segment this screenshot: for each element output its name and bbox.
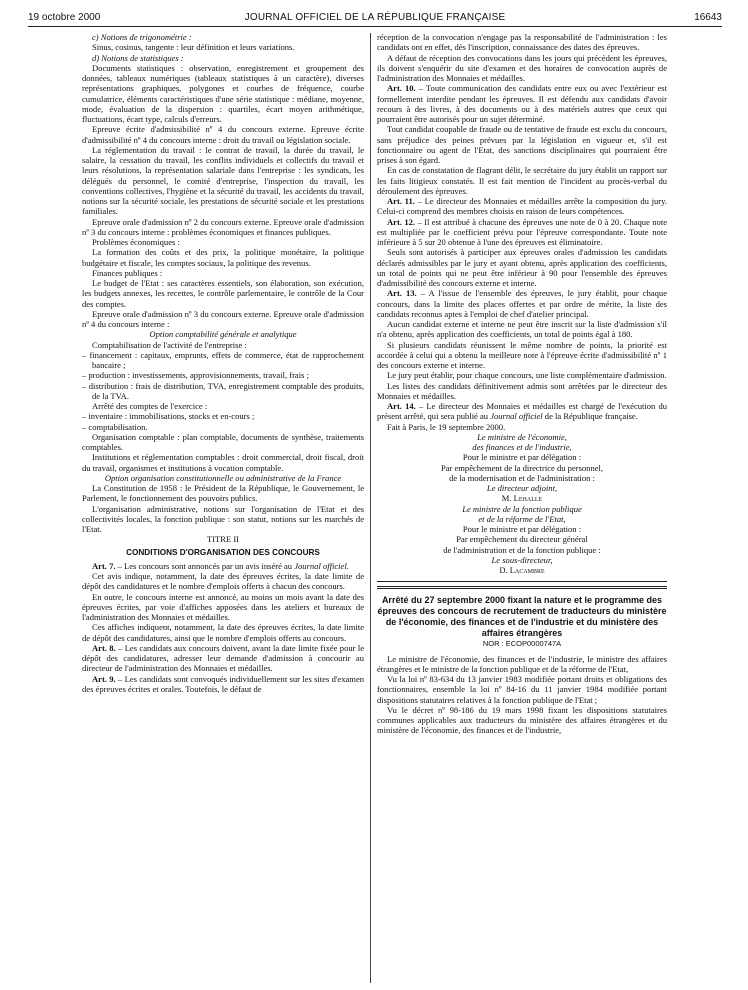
paragraph: En cas de constatation de flagrant délit, le secrétaire du jury établit un rapport sur les faits litigieux constatés. Il est fait mention de l'incident au procès-verbal du déroulement des épreuves. [377, 165, 667, 196]
paragraph: Seuls sont autorisés à participer aux épreuves orales d'admission les candidats déclarés admissibles par le jury et ayant obtenu, après application des coefficients, un total de points qui ne peut être inférieur à 90 pour l'ensemble des épreuves d'admissibilité des concours externe et interne. [377, 247, 667, 288]
signature-line: Par empêchement de la directrice du personnel, [440, 462, 604, 473]
paragraph: Aucun candidat externe et interne ne peut être inscrit sur la liste d'admission s'il n'a obtenu, après application des coefficients, un total de points égal à 180. [377, 319, 667, 340]
paragraph: d) Notions de statistiques : [92, 52, 184, 63]
signatory-title: et de la réforme de l'Etat, [478, 513, 566, 524]
paragraph: Problèmes économiques : [92, 237, 180, 247]
paragraph: Epreuve orale d'admission nº 2 du concours externe. Epreuve orale d'admission nº 3 du concours interne : problèmes économiques et finances publiques. [82, 216, 364, 237]
paragraph: Vu la loi nº 83-634 du 13 janvier 1983 modifiée portant droits et obligations des fonctionnaires, ensemble la loi nº 84-16 du 11 janvier 1984 modifiée portant dispositions statutaires relatives à la fonction publique de l'Etat ; [377, 674, 667, 705]
signature-line: Par empêchement du directeur général [456, 534, 588, 545]
article-14: Art. 14. – Le directeur des Monnaies et médailles est chargé de l'exécution du présent arrêté, qui sera publié au Journal officiel de la République française. [377, 401, 667, 422]
journal-title: JOURNAL OFFICIEL DE LA RÉPUBLIQUE FRANÇAISE [244, 12, 506, 23]
article-label: Art. 7. [92, 560, 116, 571]
paragraph: Ces affiches indiquent, notamment, la date des épreuves écrites, la date limite de dépôt des candidatures, ainsi que le nombre d'emplois offerts au concours. [82, 622, 364, 643]
signatory-title: Le ministre de l'économie, [477, 431, 567, 442]
signatory-title: Le sous-directeur, [491, 554, 553, 565]
page-header [28, 12, 722, 32]
header-date: 19 octobre 2000 [28, 12, 101, 23]
paragraph: La réglementation du travail : le contrat de travail, la durée du travail, le salaire, la cessation du travail, les conflits individuels et collectifs du travail et leurs résolutions, la représentation salariale dans l'entreprise : les syndicats, les délégués du personnel, le comité d'entreprise, l'inspection du travail, les conventions collectives, l'hygiène et la sécurité du travail, les accidents du travail, notions sur la sécurité sociale, les prestations de sécurité sociale et les prestations familiales. [82, 144, 364, 217]
arrete-title: Arrêté du 27 septembre 2000 fixant la nature et le programme des épreuves des concours de recrutement de traducteurs du ministère de l'économie, des finances et de l'industrie et du ministère des affaires étrangères [377, 595, 667, 638]
article-8: Art. 8. – Les candidats aux concours doivent, avant la date limite fixée pour le dépôt des candidatures, adresser leur demande d'admission à concourir au directeur de l'administration des Monnaies et médailles. [82, 642, 364, 674]
paragraph: Epreuve écrite d'admissibilité nº 4 du concours externe. Epreuve écrite d'admissibilité nº 4 du concours interne : droit du travail ou législation sociale. [82, 124, 364, 145]
nor-reference: NOR : ECOP0000747A [482, 639, 562, 649]
signatory-title: Le ministre de la fonction publique [462, 503, 582, 514]
article-13: Art. 13. – A l'issue de l'ensemble des épreuves, le jury établit, pour chaque concours, dans la limite des places offertes et par ordre de mérite, la liste des candidats reconnus aptes à l'emploi de chef d'atelier principal. [377, 288, 667, 319]
title-heading: TITRE II [206, 534, 240, 545]
signature-line: Pour le ministre et par délégation : [462, 452, 582, 463]
article-label: Art. 12. [387, 216, 416, 227]
paragraph: Le ministre de l'économie, des finances et de l'industrie, le ministre des affaires étrangères et le ministre de la fonction publique et de la réforme de l'Etat, [377, 653, 667, 674]
paragraph: La formation des coûts et des prix, la politique monétaire, la politique budgétaire et fiscale, les comptes sociaux, la politique des revenus. [82, 247, 364, 268]
header-rule [28, 26, 722, 27]
paragraph: Les listes des candidats définitivement admis sont arrêtées par le directeur des Monnaies et médailles. [377, 380, 667, 401]
page-number: 16643 [694, 12, 722, 23]
paragraph: Comptabilisation de l'activité de l'entreprise : [92, 339, 247, 350]
right-column [377, 32, 667, 736]
paragraph: Tout candidat coupable de fraude ou de tentative de fraude est exclu du concours, sans préjudice des peines prévues par la législation en vigueur et, s'il est fonctionnaire ou agent de l'Etat, des sanctions disciplinaires qui pourraient être prises à son égard. [377, 124, 667, 165]
option-heading: Option comptabilité générale et analytique [149, 329, 297, 340]
article-label: Art. 13. [387, 288, 417, 299]
paragraph: Le budget de l'Etat : ses caractères essentiels, son élaboration, son exécution, les budgets annexes, les recettes, le contrôle parlementaire, le contrôle de la Cour des comptes. [82, 278, 364, 309]
option-heading: Option organisation constitutionnelle ou administrative de la France [104, 472, 342, 483]
signatory-name: D. Lacambre [499, 565, 545, 575]
paragraph: L'organisation administrative, notions sur l'organisation de l'Etat et des collectivités locales, la fonction publique : son statut, notions sur les marchés de l'Etat. [82, 503, 364, 534]
signatory-name: M. Lehalle [501, 493, 543, 504]
paragraph: Sinus, cosinus, tangente : leur définition et leurs variations. [92, 42, 295, 53]
paragraph: En outre, le concours interne est annoncé, au moins un mois avant la date des épreuves écrites, par voie d'affiches apposées dans les ateliers et bureaux de l'administration des Monnaies et médailles. [82, 591, 364, 622]
column-divider [370, 33, 371, 983]
article-label: Art. 10. [387, 83, 416, 94]
list-item: – comptabilisation. [82, 421, 148, 432]
paragraph: Finances publiques : [92, 267, 163, 278]
article-10: Art. 10. – Toute communication des candidats entre eux ou avec l'extérieur est formellement interdite pendant les épreuves. Il est défendu aux candidats d'avoir recours à des livres, à des documents ou à des matériels autres que ceux qui pourraient être autorisés pour un sujet déterminé. [377, 83, 667, 124]
section-heading: CONDITIONS D'ORGANISATION DES CONCOURS [126, 547, 320, 557]
paragraph: La Constitution de 1958 : le Président de la République, le Gouvernement, le Parlement, le fonctionnement des pouvoirs publics. [82, 483, 364, 504]
paragraph: Le jury peut établir, pour chaque concours, une liste complémentaire d'admission. [387, 370, 667, 381]
article-label: Art. 8. [92, 642, 116, 653]
article-label: Art. 11. [387, 196, 415, 206]
left-column [82, 32, 364, 694]
paragraph: A défaut de réception des convocations dans les jours qui précèdent les épreuves, ils doivent s'enquérir du site d'examen et des horaires de convocation auprès de l'administration des Monnaies et médailles. [377, 52, 667, 83]
list-item: – inventaire : immobilisations, stocks et en-cours ; [82, 411, 255, 422]
signing-place-date: Fait à Paris, le 19 septembre 2000. [387, 421, 506, 432]
signature-line: de la modernisation et de l'administration : [449, 472, 595, 483]
signature-line: de l'administration et de la fonction publique : [443, 544, 601, 555]
list-item: – distribution : frais de distribution, TVA, enregistrement comptable des produits, de la TVA. [82, 380, 364, 401]
paragraph: Documents statistiques : observation, enregistrement et groupement des données, tableaux numériques (tableaux statistiques à un caractère), diverses représentations graphiques, polygones et courbes de fréquence, courbe cumulatrice, éléments caractéristiques d'une série statistique : médiane, moyenne, mode, évaluation de la dispersion : quartiles, écart moyen arithmétique, fluctuations, écart type, calculs d'erreurs. [82, 62, 364, 124]
article-label: Art. 9. [92, 673, 116, 684]
paragraph: réception de la convocation n'engage pas la responsabilité de l'administration : les candidats ont en effet, dès l'inscription, connaissance des dates des épreuves. [377, 32, 667, 53]
signatory-title: Le directeur adjoint, [486, 483, 558, 493]
list-item: – production : investissements, approvisionnements, travail, frais ; [82, 370, 309, 381]
list-item: – financement : capitaux, emprunts, effets de commerce, état de rapprochement bancaire ; [82, 349, 364, 370]
article-7: Art. 7. – Les concours sont annoncés par un avis inséré au Journal officiel. [92, 560, 349, 571]
paragraph: Vu le décret nº 98-186 du 19 mars 1998 fixant les dispositions statutaires communes applicables aux traducteurs du ministère des affaires étrangères et du ministère de l'économie, des finances et de l'industrie, [377, 704, 667, 736]
signatory-title: des finances et de l'industrie, [472, 442, 572, 452]
article-9: Art. 9. – Les candidats sont convoqués individuellement sur les sites d'examen des épreuves écrites et orales. Toutefois, le défaut de [82, 673, 365, 694]
signature-line: Pour le ministre et par délégation : [462, 524, 582, 534]
paragraph: Epreuve orale d'admission nº 3 du concours externe. Epreuve orale d'admission nº 4 du concours interne : [82, 308, 364, 329]
paragraph: Organisation comptable : plan comptable, documents de synthèse, traitements comptables. [82, 431, 364, 452]
separator-double-rule [377, 586, 667, 589]
paragraph: Arrêté des comptes de l'exercice : [92, 401, 208, 411]
article-12: Art. 12. – Il est attribué à chacune des épreuves une note de 0 à 20. Chaque note est multipliée par le coefficient prévu pour l'épreuve correspondante. Toute note inférieure à 5 sur 20 obtenue à l'une des épreuves est éliminatoire. [377, 216, 667, 247]
paragraph: Institutions et réglementation comptables : droit commercial, droit fiscal, droit du travail, organismes et institutions à vocation comptable. [82, 452, 364, 473]
article-label: Art. 14. [387, 401, 416, 411]
paragraph: Si plusieurs candidats réunissent le même nombre de points, la priorité est accordée à celui qui a obtenu la meilleure note à l'épreuve écrite d'admissibilité nº 1 des concours externe et interne. [377, 339, 667, 370]
article-11: Art. 11. – Le directeur des Monnaies et médailles arrête la composition du jury. Celui-ci comprend des membres choisis en raison de leurs compétences. [377, 196, 667, 217]
paragraph: Cet avis indique, notamment, la date des épreuves écrites, la date limite de dépôt des candidatures et le nombre d'emplois offerts à chacun des concours. [82, 571, 364, 592]
paragraph: c) Notions de trigonométrie : [92, 32, 192, 42]
separator-rule [377, 581, 667, 582]
